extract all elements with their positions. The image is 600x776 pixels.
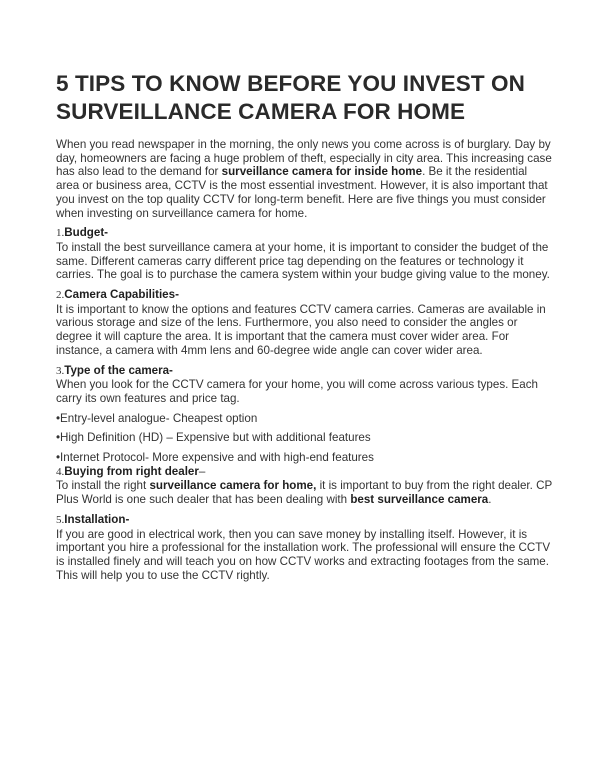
intro-text-continued: . Be it the residential area or business area, CCTV is the most essential investment. However, it is also important that you invest on the top quality CCTV for long-term benefit. Here are five things you must consider when investing on surveillance camera for home. — [56, 165, 548, 220]
tip-4-text-end: . — [488, 493, 492, 507]
tip-2-body: It is important to know the options and features CCTV camera carries. Cameras are available in various storage and size of the lens. Furthermore, you also need to consider the angles or degree it will capture the area. It is important that the camera must cover wider area. For instance, a camera with 4mm lens and 60-degree wide angle can cover wider area. — [56, 302, 546, 357]
tip-4-number: 4. — [56, 465, 65, 478]
tip-3-heading — [56, 364, 552, 379]
tip-4-dash: – — [198, 464, 206, 478]
tip-1-number: 1. — [56, 227, 65, 240]
title-line-2: SURVEILLANCE CAMERA FOR HOME — [56, 99, 466, 124]
tip-4-text-continued: it is important to buy from the right dealer. CP Plus World is one such dealer that has been dealing with — [56, 479, 552, 507]
tip-5-body: If you are good in electrical work, then you can save money by installing itself. However, it is important you hire a professional for the installation work. The professional will ensure the CCTV is installed finely and will teach you on how CCTV works and extracting footages from the same. This will help you to use the CCTV rightly. — [56, 527, 551, 582]
tip-5-number: 5. — [56, 513, 65, 526]
tip-3-body: When you look for the CCTV camera for your home, you will come across various types. Each carry its own features and price tag. — [56, 378, 538, 405]
tip-4-body — [56, 479, 552, 506]
tip-4-title: Buying from right dealer — [64, 464, 199, 478]
tip-2-title: Camera Capabilities- — [64, 288, 179, 302]
article-body — [56, 138, 552, 582]
bullet-item: •High Definition (HD) – Expensive but with additional features — [56, 431, 371, 445]
tip-5-title: Installation- — [64, 512, 130, 526]
tip-3-number: 3. — [56, 364, 65, 377]
page-title — [56, 70, 556, 126]
bullet-item: •Internet Protocol- More expensive and with high-end features — [56, 451, 374, 465]
tip-5-heading — [56, 513, 552, 528]
tip-2-heading — [56, 288, 552, 303]
tip-2-number: 2. — [56, 289, 65, 302]
tip-1-title: Budget- — [64, 226, 109, 240]
tip-4-bold-keyword: surveillance camera for home, — [149, 479, 317, 493]
tip-4-heading — [56, 465, 552, 480]
tip-1-heading — [56, 226, 552, 241]
tip-1-body: To install the best surveillance camera at your home, it is important to consider the budget of the same. Different cameras carry different price tag depending on the features or technology it carries. The goal is to purchase the camera system within your budge giving value to the money. — [56, 240, 550, 282]
intro-paragraph — [56, 138, 552, 220]
title-line-1: 5 TIPS TO KNOW BEFORE YOU INVEST ON — [56, 71, 525, 96]
tip-4-bold-keyword-2: best surveillance camera — [350, 493, 489, 507]
tip-3-title: Type of the camera- — [64, 363, 173, 377]
intro-text: When you read newspaper in the morning, the only news you come across is of burglary. Day by day, homeowners are facing a huge problem of theft, especially in city area. This increasing case has also lead to the demand for — [56, 138, 552, 179]
intro-bold-keyword: surveillance camera for inside home — [221, 165, 423, 179]
bullet-item: •Entry-level analogue- Cheapest option — [56, 411, 258, 425]
tip-4-text: To install the right — [56, 479, 150, 493]
